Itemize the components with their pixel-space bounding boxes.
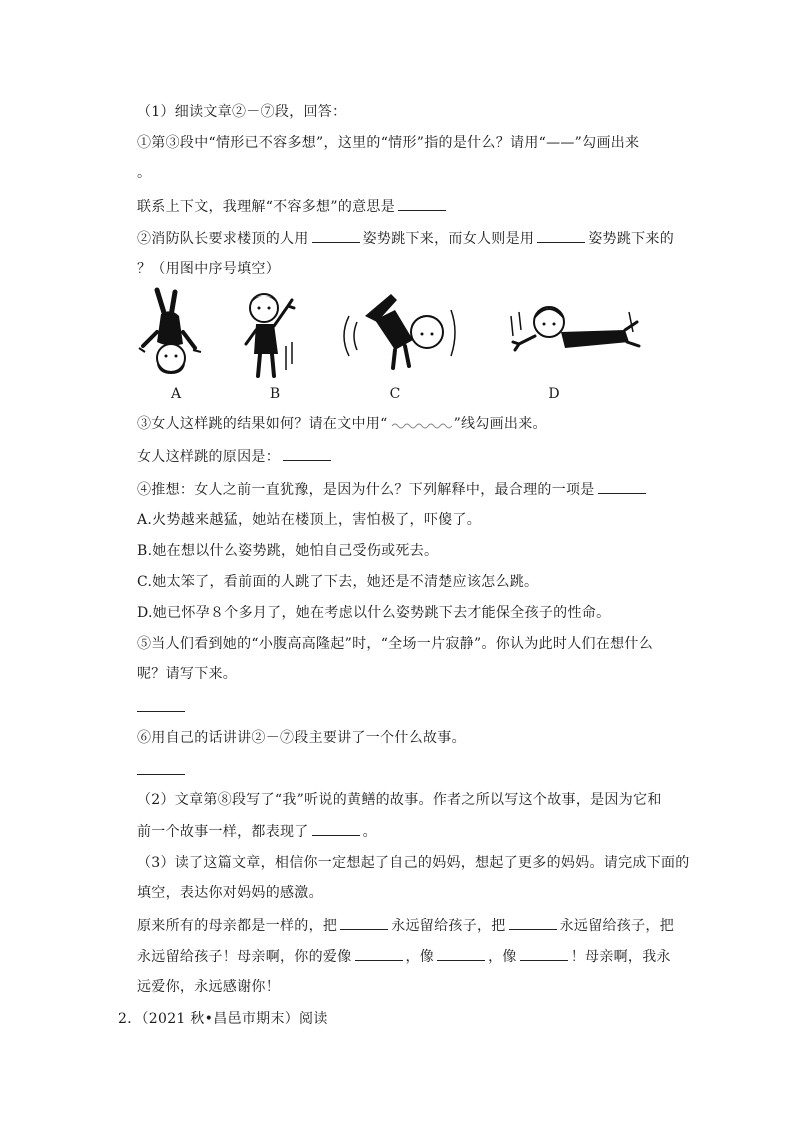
q1-sub2-part3: 姿势跳下来的 — [588, 231, 675, 247]
answer-blank[interactable] — [137, 760, 185, 775]
q3-text-end: 远爱你，永远感谢你！ — [137, 979, 280, 995]
q1-sub3-reason — [137, 446, 334, 467]
q1-sub1-text: ①第③段中“情形已不容多想”，这里的“情形”指的是什么？请用“——”勾画出来 — [137, 135, 640, 151]
answer-blank[interactable] — [520, 946, 568, 961]
q2-text-2: 前一个故事一样，都表现了 — [137, 824, 309, 840]
jump-pose-figures — [130, 286, 650, 404]
q1-intro: （1）细读文章②－⑦段，回答： — [137, 104, 347, 120]
option-d[interactable]: D.她已怀孕８个多月了，她在考虑以什么姿势跳下去才能保全孩子的性命。 — [137, 605, 611, 621]
q1-sub3-line — [137, 414, 547, 434]
q1-sub4-line — [137, 479, 649, 500]
answer-blank[interactable] — [537, 228, 585, 243]
answer-blank[interactable] — [509, 915, 557, 930]
q2-line-2 — [137, 821, 377, 842]
q3-fill-line-2 — [137, 946, 671, 967]
figure-c-illustration — [335, 286, 465, 386]
figure-a-illustration — [135, 286, 205, 386]
answer-blank[interactable] — [355, 946, 403, 961]
q3-c2: 永远留给孩子，把 — [391, 918, 506, 934]
q1-sub1-understanding-text: 联系上下文，我理解“不容多想”的意思是 — [137, 199, 396, 215]
answer-blank[interactable] — [398, 196, 446, 211]
q3-d1: 永远留给孩子！母亲啊，你的爱像 — [137, 949, 352, 965]
q1-sub3-reason-text: 女人这样跳的原因是： — [137, 449, 280, 465]
q3-d4: ！母亲啊，我永 — [570, 949, 671, 965]
answer-blank[interactable] — [312, 821, 360, 836]
q1-sub2-note: ？（用图中序号填空） — [137, 261, 280, 277]
q1-sub5-text: ⑤当人们看到她的“小腹高高隆起”时，“全场一片寂静”。你认为此时人们在想什么 — [137, 636, 654, 652]
next-question-header: 2．（2021 秋•昌邑市期末）阅读 — [118, 1011, 328, 1027]
wavy-underline-icon — [390, 418, 452, 430]
q1-sub2-part2: 姿势跳下来，而女人则是用 — [362, 231, 535, 247]
answer-blank[interactable] — [598, 479, 646, 494]
answer-blank[interactable] — [312, 228, 360, 243]
q1-sub2-line — [137, 228, 674, 249]
q3-d3: ，像 — [488, 949, 517, 965]
option-b[interactable]: B.她在想以什么姿势跳，她怕自己受伤或死去。 — [137, 543, 439, 559]
q1-sub3-part1: ③女人这样跳的结果如何？请在文中用“ — [137, 416, 388, 432]
q3-text-2: 填空，表达你对妈妈的感激。 — [137, 885, 323, 901]
figure-b-illustration — [238, 286, 298, 386]
figure-label-c: C — [389, 386, 401, 402]
q1-sub1-understanding — [137, 196, 449, 217]
q1-sub4-text: ④推想：女人之前一直犹豫，是因为什么？下列解释中，最合理的一项是 — [137, 482, 595, 498]
option-c[interactable]: C.她太笨了，看前面的人跳了下去，她还是不清楚应该怎么跳。 — [137, 574, 539, 590]
q3-c3: 永远留给孩子，把 — [559, 918, 675, 934]
q1-sub1-end: 。 — [137, 165, 152, 181]
q1-sub6-text: ⑥用自己的话讲讲②－⑦段主要讲了一个什么故事。 — [137, 730, 466, 746]
figure-label-a: A — [170, 386, 182, 402]
figure-label-b: B — [269, 386, 281, 402]
figure-d-illustration — [505, 286, 645, 386]
q1-sub5-text-2: 呢？请写下来。 — [137, 666, 238, 682]
q3-d2: ，像 — [405, 949, 435, 965]
option-a[interactable]: A.火势越来越猛，她站在楼顶上，害怕极了，吓傻了。 — [137, 512, 482, 528]
q1-sub6-answer-line — [137, 760, 188, 781]
q1-sub5-answer-line — [137, 697, 188, 718]
q2-text: （2）文章第⑧段写了“我”听说的黄鳝的故事。作者之所以写这个故事，是因为它和 — [137, 792, 662, 808]
q3-text: （3）读了这篇文章，相信你一定想起了自己的妈妈，想起了更多的妈妈。请完成下面的 — [137, 855, 690, 871]
q3-c1: 原来所有的母亲都是一样的，把 — [137, 918, 338, 934]
answer-blank[interactable] — [340, 915, 388, 930]
q1-sub3-part2: ”线勾画出来。 — [453, 416, 547, 432]
q2-text-end: 。 — [362, 824, 377, 840]
answer-blank[interactable] — [437, 946, 485, 961]
answer-blank[interactable] — [283, 446, 331, 461]
q1-sub2-part1: ②消防队长要求楼顶的人用 — [137, 231, 309, 247]
answer-blank[interactable] — [137, 697, 185, 712]
q3-fill-line-1 — [137, 915, 674, 936]
figure-label-d: D — [548, 386, 560, 402]
